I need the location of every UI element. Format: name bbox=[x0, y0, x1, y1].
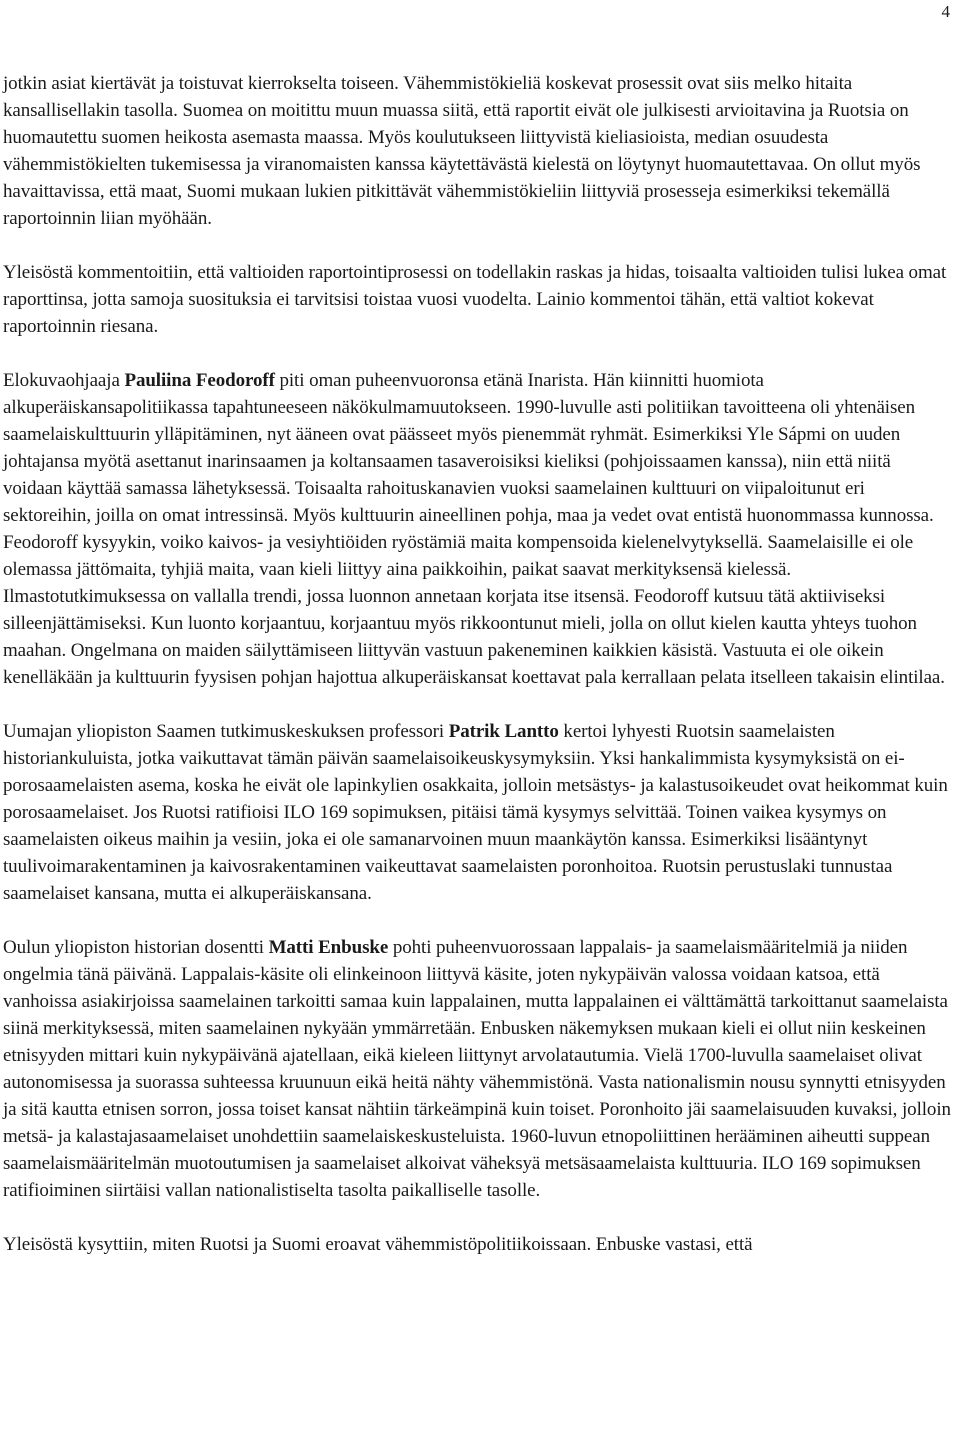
speaker-name: Matti Enbuske bbox=[268, 937, 389, 958]
paragraph-intro-text: Oulun yliopiston historian dosentti bbox=[3, 937, 269, 958]
speaker-name: Pauliina Feodoroff bbox=[124, 370, 275, 391]
paragraph-lantto bbox=[3, 718, 951, 907]
paragraph-audience-question: Yleisöstä kysyttiin, miten Ruotsi ja Suomi eroavat vähemmistöpolitiikoissaan. Enbuske vastasi, että bbox=[3, 1234, 753, 1255]
paragraph-enbuske bbox=[3, 934, 951, 1204]
paragraph-body-text: piti oman puheenvuoronsa etänä Inarista. Hän kiinnitti huomiota alkuperäiskansapolitiikassa tapahtuneeseen näkökulmamuutokseen. 1990-luvulle asti politiikan tavoitteena oli yhtenäisen saamelaiskulttuurin ylläpitäminen, nyt ääneen ovat päässeet myös pienemmät ryhmät. Esimerkiksi Yle Sápmi on uuden johtajansa myötä asettanut inarinsaamen ja koltansaamen tasaveroisiksi kieliksi (pohjoissaamen kanssa), niin että niitä voidaan käyttää samassa lähetyksessä. Toisaalta rahoituskanavien vuoksi saamelainen kulttuuri on viipaloitunut eri sektoreihin, joilla on omat intressinsä. Myös kulttuurin aineellinen pohja, maa ja vedet ovat entistä huonommassa kunnossa. Feodoroff kysyykin, voiko kaivos- ja vesiyhtiöiden ryöstämiä maita kompensoida kielenelvytyksellä. Saamelaisille ei ole olemassa jättömaita, tyhjiä maita, vaan kieli liittyy aina paikkoihin, paikat saavat merkityksensä kielessä. Ilmastotutkimuksessa on vallalla trendi, jossa luonnon annetaan korjata itse itsensä. Feodoroff kutsuu tätä aktiiviseksi silleenjättämiseksi. Kun luonto korjaantuu, korjaantuu myös rikkoontunut mieli, jolla on ollut kielen kautta yhteys tuohon maahan. Ongelmana on maiden säilyttämiseen liittyvän vastuun pakeneminen kaikkien käsistä. Vastuuta ei ole oikein kenelläkään ja kulttuurin fyysisen pohjan hajottua alkuperäiskansat koettavat pala kerrallaan pelata itselleen takaisin elintilaa. bbox=[3, 370, 945, 688]
paragraph-feodoroff bbox=[3, 367, 951, 691]
paragraph-intro-text: Uumajan yliopiston Saamen tutkimuskeskuksen professori bbox=[3, 721, 449, 742]
speaker-name: Patrik Lantto bbox=[448, 721, 559, 742]
paragraph-language-processes: jotkin asiat kiertävät ja toistuvat kierrokselta toiseen. Vähemmistökieliä koskevat prosessit ovat siis melko hitaita kansallisellakin tasolla. Suomea on moitittu muun muassa siitä, että raportit eivät ole julkisesti arvioitavina ja Ruotsia on huomautettu suomen heikosta asemasta maassa. Myös koulutukseen liittyvistä kieliasioista, median osuudesta vähemmistökielten tukemisessa ja viranomaisten kanssa käytettävästä kielestä on löytynyt huomautettavaa. On ollut myös havaittavissa, että maat, Suomi mukaan lukien pitkittävät vähemmistökieliin liittyviä prosesseja esimerkiksi tekemällä raportoinnin liian myöhään. bbox=[3, 73, 921, 229]
paragraph-audience-comment: Yleisöstä kommentoitiin, että valtioiden raportointiprosessi on todellakin raskas ja hidas, toisaalta valtioiden tulisi lukea omat raporttinsa, jotta samoja suosituksia ei tarvitsisi toistaa vuosi vuodelta. Lainio kommentoi tähän, että valtiot kokevat raportoinnin riesana. bbox=[3, 262, 947, 337]
document-body bbox=[3, 70, 951, 1285]
paragraph-body-text: kertoi lyhyesti Ruotsin saamelaisten historiankuluista, jotka vaikuttavat tämän päivän saamelaisoikeuskysymyksiin. Yksi hankalimmista kysymyksistä on ei-porosaamelaisten asema, koska he eivät ole lapinkylien osakkaita, jolloin metsästys- ja kalastusoikeudet ovat heikommat kuin porosaamelaiset. Jos Ruotsi ratifioisi ILO 169 sopimuksen, pitäisi tämä kysymys selvittää. Toinen vaikea kysymys on saamelaisten oikeus maihin ja vesiin, joka ei ole samanarvoinen muun maankäytön kanssa. Esimerkiksi lisääntynyt tuulivoimarakentaminen ja kaivosrakentaminen vaikeuttavat saamelaisten poronhoitoa. Ruotsin perustuslaki tunnustaa saamelaiset kansana, mutta ei alkuperäiskansana. bbox=[3, 721, 948, 904]
paragraph-body-text: pohti puheenvuorossaan lappalais- ja saamelaismääritelmiä ja niiden ongelmia tänä päivänä. Lappalais-käsite oli elinkeinoon liittyvä käsite, joten nykypäivän valossa voidaan katsoa, että vanhoissa asiakirjoissa saamelainen tarkoitti samaa kuin lappalainen, mutta lappalainen ei välttämättä tarkoittanut saamelaista siinä merkityksessä, miten saamelainen nykyään ymmärretään. Enbusken näkemyksen mukaan kieli ei ollut niin keskeinen etnisyyden mittari kuin nykypäivänä ajatellaan, eikä kieleen liittynyt arvolatautumia. Vielä 1700-luvulla saamelaiset olivat autonomisessa ja suorassa suhteessa kruunuun eikä heitä nähty vähemmistönä. Vasta nationalismin nousu synnytti etnisyyden ja sitä kautta etnisen sorron, jossa toiset kansat nähtiin tärkeämpinä kuin toiset. Poronhoito jäi saamelaisuuden kuvaksi, jolloin metsä- ja kalastajasaamelaiset unohdettiin saamelaiskeskusteluista. 1960-luvun etnopoliittinen herääminen aiheutti suppean saamelaismääritelmän muotoutumisen ja saamelaiset alkoivat väheksyä metsäsaamelaista kulttuuria. ILO 169 sopimuksen ratifioiminen siirtäisi vallan nationalistiselta tasolta paikalliselle tasolle. bbox=[3, 937, 951, 1201]
paragraph-intro-text: Elokuvaohjaaja bbox=[3, 370, 125, 391]
page-number: 4 bbox=[941, 2, 950, 21]
